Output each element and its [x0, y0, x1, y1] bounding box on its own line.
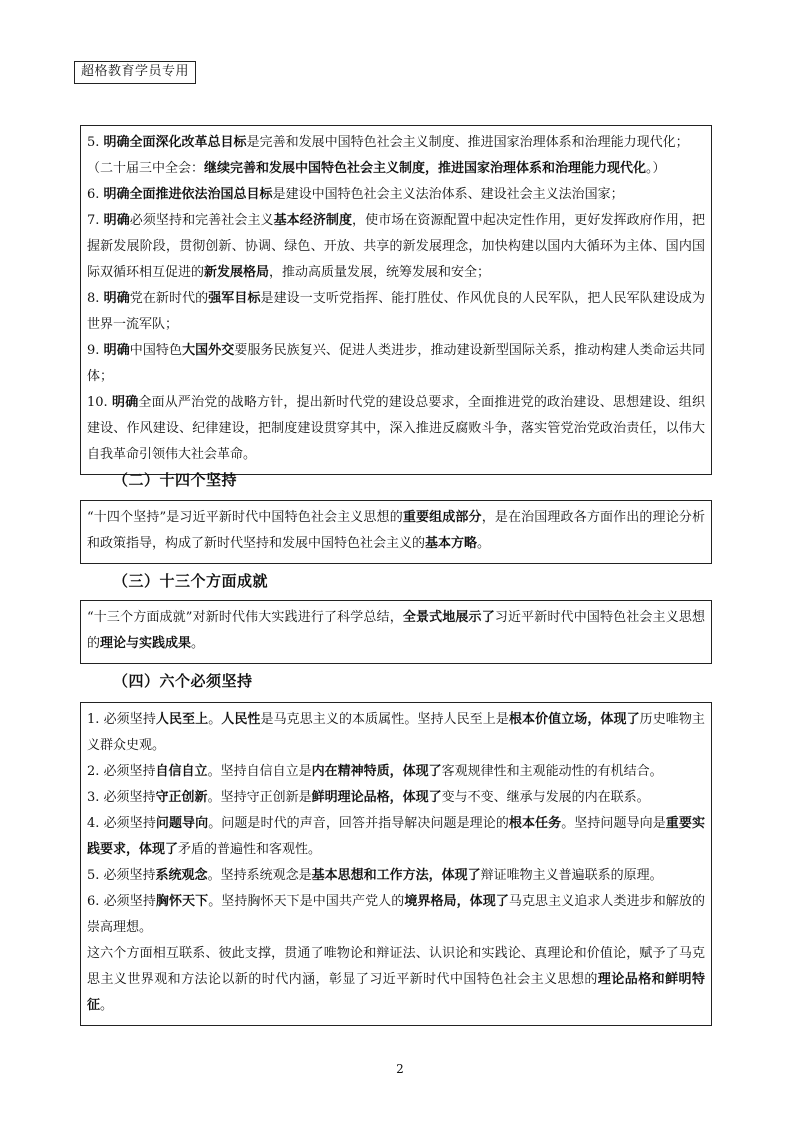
item-9: 9. 明确中国特色大国外交要服务民族复兴、促进人类进步，推动建设新型国际关系，推动构建人类命运共同体；: [87, 343, 705, 384]
six-item-5: 5. 必须坚持系统观念。坚持系统观念是基本思想和工作方法，体现了辩证唯物主义普遍联系的原理。: [87, 868, 663, 883]
section-title-thirteen: （三）十三个方面成就: [113, 572, 269, 590]
fourteen-box: [80, 500, 712, 564]
six-item-6: 6. 必须坚持胸怀天下。坚持胸怀天下是中国共产党人的境界格局，体现了马克思主义追求人类进步和解放的崇高理想。: [87, 894, 705, 935]
item-5: 5. 明确全面深化改革总目标是完善和发展中国特色社会主义制度、推进国家治理体系和治理能力现代化；: [87, 135, 689, 150]
section-title-fourteen: （二）十四个坚持: [113, 471, 238, 489]
header-tag: 超格教育学员专用: [74, 61, 196, 84]
clarify-items-box: [80, 125, 712, 475]
section-title-six: （四）六个必须坚持: [113, 672, 253, 690]
six-box: [80, 702, 712, 1026]
six-summary: 这六个方面相互联系、彼此支撑，贯通了唯物论和辩证法、认识论和实践论、真理论和价值论，赋予了马克思主义世界观和方法论以新的时代内涵，彰显了习近平新时代中国特色社会主义思想的理论品格和鲜明特征。: [87, 946, 705, 1013]
item-5-note: （二十届三中全会：继续完善和发展中国特色社会主义制度，推进国家治理体系和治理能力现代化。）: [87, 161, 666, 176]
page-number: 2: [396, 1062, 404, 1076]
fourteen-text: “十四个坚持”是习近平新时代中国特色社会主义思想的重要组成部分，是在治国理政各方面作出的理论分析和政策指导，构成了新时代坚持和发展中国特色社会主义的基本方略。: [87, 510, 705, 551]
six-item-2: 2. 必须坚持自信自立。坚持自信自立是内在精神特质，体现了客观规律性和主观能动性的有机结合。: [87, 764, 663, 779]
item-7: 7. 明确必须坚持和完善社会主义基本经济制度，使市场在资源配置中起决定性作用，更好发挥政府作用，把握新发展阶段，贯彻创新、协调、绿色、开放、共享的新发展理念，加快构建以国内大循环为主体、国内国际双循环相互促进的新发展格局，推动高质量发展，统筹发展和安全；: [87, 213, 705, 280]
six-item-3: 3. 必须坚持守正创新。坚持守正创新是鲜明理论品格，体现了变与不变、继承与发展的内在联系。: [87, 790, 650, 805]
six-item-4: 4. 必须坚持问题导向。问题是时代的声音，回答并指导解决问题是理论的根本任务。坚持问题导向是重要实践要求，体现了矛盾的普遍性和客观性。: [87, 816, 705, 857]
thirteen-text: “十三个方面成就”对新时代伟大实践进行了科学总结，全景式地展示了习近平新时代中国特色社会主义思想的理论与实践成果。: [87, 610, 705, 651]
item-6: 6. 明确全面推进依法治国总目标是建设中国特色社会主义法治体系、建设社会主义法治国家；: [87, 187, 624, 202]
six-item-1: 1. 必须坚持人民至上。人民性是马克思主义的本质属性。坚持人民至上是根本价值立场，体现了历史唯物主义群众史观。: [87, 712, 705, 753]
thirteen-box: [80, 600, 712, 664]
item-10: 10. 明确全面从严治党的战略方针，提出新时代党的建设总要求，全面推进党的政治建设、思想建设、组织建设、作风建设、纪律建设，把制度建设贯穿其中，深入推进反腐败斗争，落实管党治党政治责任，以伟大自我革命引领伟大社会革命。: [87, 395, 705, 462]
item-8: 8. 明确党在新时代的强军目标是建设一支听党指挥、能打胜仗、作风优良的人民军队，把人民军队建设成为世界一流军队；: [87, 291, 705, 332]
